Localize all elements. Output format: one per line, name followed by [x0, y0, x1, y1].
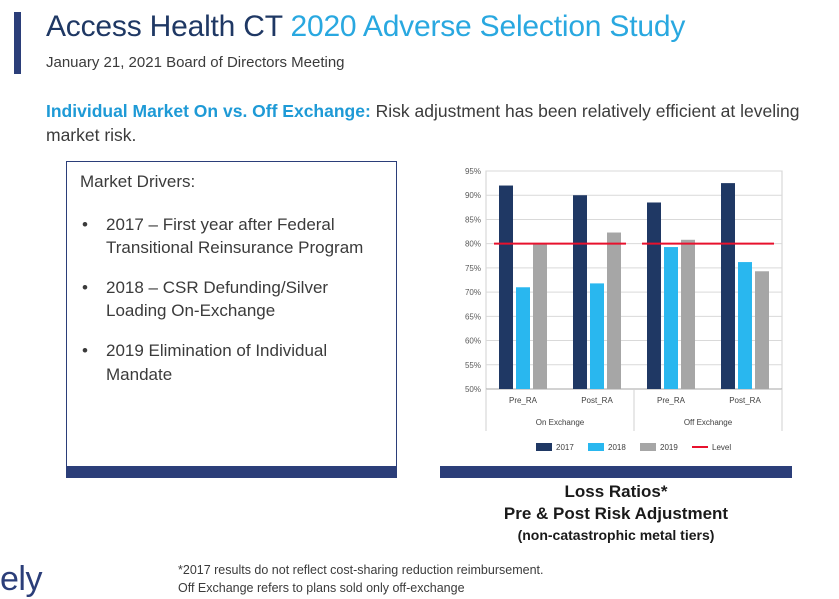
bar-2017-Post_RA-3 [721, 183, 735, 389]
y-axis-tick-label: 70% [464, 288, 481, 298]
bullet-icon: • [82, 278, 88, 298]
title-accent-bar [14, 12, 21, 74]
page-title-primary: Access Health CT [46, 10, 291, 43]
legend-label-2017: 2017 [556, 443, 574, 452]
market-drivers-list [80, 213, 385, 403]
lead-statement [46, 100, 806, 147]
legend-swatch-2017 [536, 443, 552, 451]
lead-highlight: Individual Market On vs. Off Exchange: [46, 101, 371, 121]
bar-2017-Post_RA-1 [573, 195, 587, 389]
footnotes [178, 561, 543, 597]
plot-area [486, 171, 782, 389]
bar-2018-Pre_RA-2 [664, 247, 678, 389]
chart-accent-bar [440, 466, 792, 478]
bar-2019-Pre_RA-0 [533, 244, 547, 389]
legend-label-2018: 2018 [608, 443, 626, 452]
chart-caption [440, 481, 792, 544]
y-axis-tick-label: 60% [464, 336, 481, 346]
y-axis-tick-label: 75% [464, 263, 481, 273]
chart-canvas [440, 161, 792, 461]
footnote-2: Off Exchange refers to plans sold only off-exchange [178, 581, 465, 596]
legend-label-2019: 2019 [660, 443, 678, 452]
x-axis-group-label: Off Exchange [683, 418, 733, 427]
legend-label-Level: Level [712, 443, 732, 452]
y-axis-tick-label: 85% [464, 215, 481, 225]
x-axis-tick-label: Post_RA [581, 396, 613, 405]
legend-swatch-2019 [640, 443, 656, 451]
list-item-label: 2019 Elimination of Individual Mandate [106, 341, 328, 384]
footnote-1: *2017 results do not reflect cost-sharing reduction reimbursement. [178, 563, 544, 577]
bullet-icon: • [82, 215, 88, 234]
x-axis-tick-label: Post_RA [729, 396, 761, 405]
bullet-icon: • [82, 341, 88, 361]
bar-2019-Pre_RA-2 [681, 240, 695, 389]
x-axis-group-label: On Exchange [535, 418, 585, 427]
loss-ratio-chart [440, 161, 792, 461]
chart-caption-line-3: (non-catastrophic metal tiers) [517, 526, 715, 543]
bar-2019-Post_RA-3 [755, 271, 769, 389]
bar-2017-Pre_RA-0 [499, 186, 513, 389]
chart-caption-line-1: Loss Ratios* [564, 482, 668, 501]
x-axis-tick-label: Pre_RA [656, 396, 686, 405]
lead-rest: Risk adjustment has been relatively efficient at leveling market risk. [46, 101, 800, 145]
list-item-label: 2017 – First year after Federal Transitional Reinsurance Program [106, 215, 364, 258]
y-axis-tick-label: 55% [464, 360, 481, 370]
y-axis-tick-label: 90% [464, 191, 481, 201]
list-item [80, 213, 385, 259]
list-item [80, 276, 385, 322]
list-item-label: 2018 – CSR Defunding/Silver Loading On-Exchange [106, 278, 329, 321]
bar-2018-Post_RA-3 [738, 262, 752, 389]
chart-caption-line-2: Pre & Post Risk Adjustment [503, 504, 729, 524]
y-axis-tick-label: 50% [464, 385, 481, 394]
y-axis-tick-label: 80% [464, 239, 481, 249]
legend-swatch-2018 [588, 443, 604, 451]
page-title [46, 10, 685, 44]
market-drivers-accent-bar [66, 466, 397, 478]
page-title-secondary: 2020 Adverse Selection Study [290, 10, 686, 43]
list-item [80, 339, 385, 385]
bar-2018-Pre_RA-0 [516, 287, 530, 389]
brand-logo: ely [0, 560, 42, 598]
y-axis-tick-label: 95% [464, 167, 481, 176]
y-axis-tick-label: 65% [464, 312, 481, 322]
page-subtitle: January 21, 2021 Board of Directors Meeting [46, 54, 345, 71]
bar-2018-Post_RA-1 [590, 283, 604, 389]
bar-2017-Pre_RA-2 [647, 202, 661, 389]
x-axis-tick-label: Pre_RA [508, 396, 538, 405]
market-drivers-title: Market Drivers: [80, 172, 196, 191]
bar-2019-Post_RA-1 [607, 233, 621, 389]
